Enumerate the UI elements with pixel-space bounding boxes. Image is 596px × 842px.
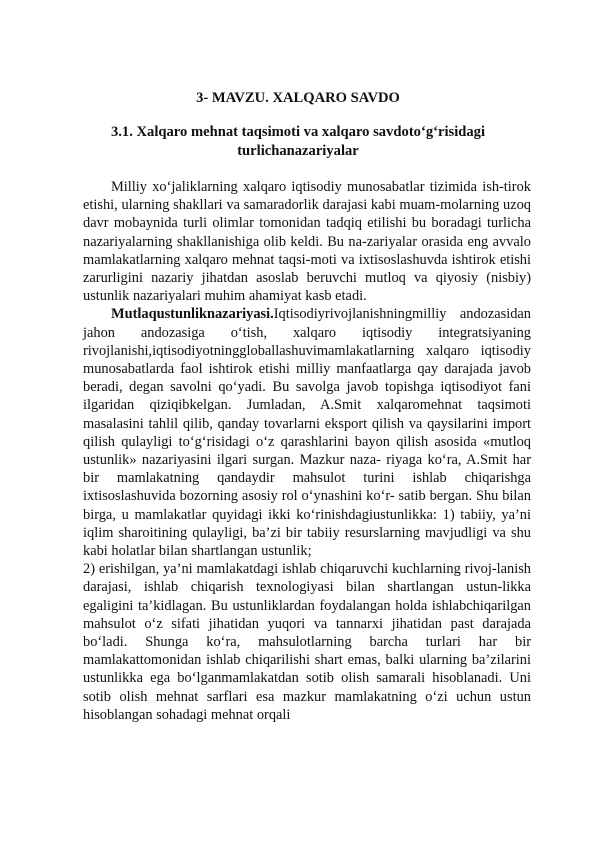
section-heading: 3.1. Xalqaro mehnat taqsimoti va xalqaro savdoto‘g‘risidagi turlichanazariyalar [110, 124, 486, 159]
paragraph-heading: Mutlaqustunliknazariyasi. [111, 306, 274, 323]
paragraph-text: Iqtisodiyrivojlanishningmilliy andozasidan jahon andozasiga o‘tish, xalqaro iqtisodiy integratsiyaning rivojlanishi,iqtisodiyotninggloballashuvimamlakatlarning xalqaro iqtisodiy munosabatlarda faol ishtirok etishi milliy manfaatlarga qay darajada javob beradi, degan savolni qo‘yadi. Bu savolga javob topishga iqtisodiyot fani ilgaridan qiziqibkelgan. Jumladan, A.Smit xalqaromehnat taqsimoti masalasini tahlil qilib, qanday tovarlarni eksport qilish va qaysilarini import qilish qulayligi to‘g‘risidagi o‘z qarashlarini bayon qilish asosida «mutloq ustunlik» nazariyasini ilgari surgan. Mazkur naza- riyaga ko‘ra, A.Smit har bir mamlakatning qandaydir mahsulot turini ishlab chiqarishga ixtisoslashuvida bozorning asosiy rol o‘ynashini ko‘r- satib bergan. Shu bilan birga, u mamlakatlar quyidagi ikki ko‘rinishdagiustunlikka: 1) tabiiy, ya’ni iqlim sharoitining qulayligi, ba’zi bir tabiiy resurslarning mavjudligi va shu kabi holatlar bilan shartlangan ustunlik; [83, 306, 531, 560]
paragraph-intro: Milliy xo‘jaliklarning xalqaro iqtisodiy munosabatlar tizimida ish-tirok etishi, ularning shakllari va samaradorlik darajasi kabi muam-molarning uzoq davr mobaynida turli olimlar tomonidan tadqiq etilishi bu boradagi turlicha nazariyalarning shakllanishiga olib keldi. Bu na-zariyalar orasida eng avvalo mamlakatlarning xalqaro mehnat taqsi-moti va ixtisoslashuvda ishtirok etishi zarurligini nazariy jihatdan asoslab beruvchi mutloq va qiyosiy (nisbiy) ustunlik nazariyalari muhim ahamiyat kasb etadi. [83, 179, 531, 305]
page-title: 3- MAVZU. XALQARO SAVDO [196, 90, 400, 106]
body-text [83, 178, 531, 724]
paragraph-acquired-advantage: 2) erishilgan, ya’ni mamlakatdagi ishlab chiqaruvchi kuchlarning rivoj-lanish darajasi, ishlab chiqarish texnologiyasi bilan shartlangan ustun-likka egaligini ta’kidlagan. Bu ustunliklardan foydalangan holda ishlabchiqarilgan mahsulot o‘z sifati jihatidan yuqori va tannarxi jihatidan past darajada bo‘ladi. Shunga ko‘ra, mahsulotlarning barcha turlari har bir mamlakattomonidan ishlab chiqarilishi shart emas, balki ularning ba’zilarini ustunlikka ega bo‘lganmamlakatdan sotib olish samarali hisoblanadi. Uni sotib olish mehnat sarflari esa mazkur mamlakatning o‘zi uchun ustun hisoblangan sohadagi mehnat orqali [83, 561, 531, 723]
paragraph-absolute-advantage [83, 305, 531, 560]
